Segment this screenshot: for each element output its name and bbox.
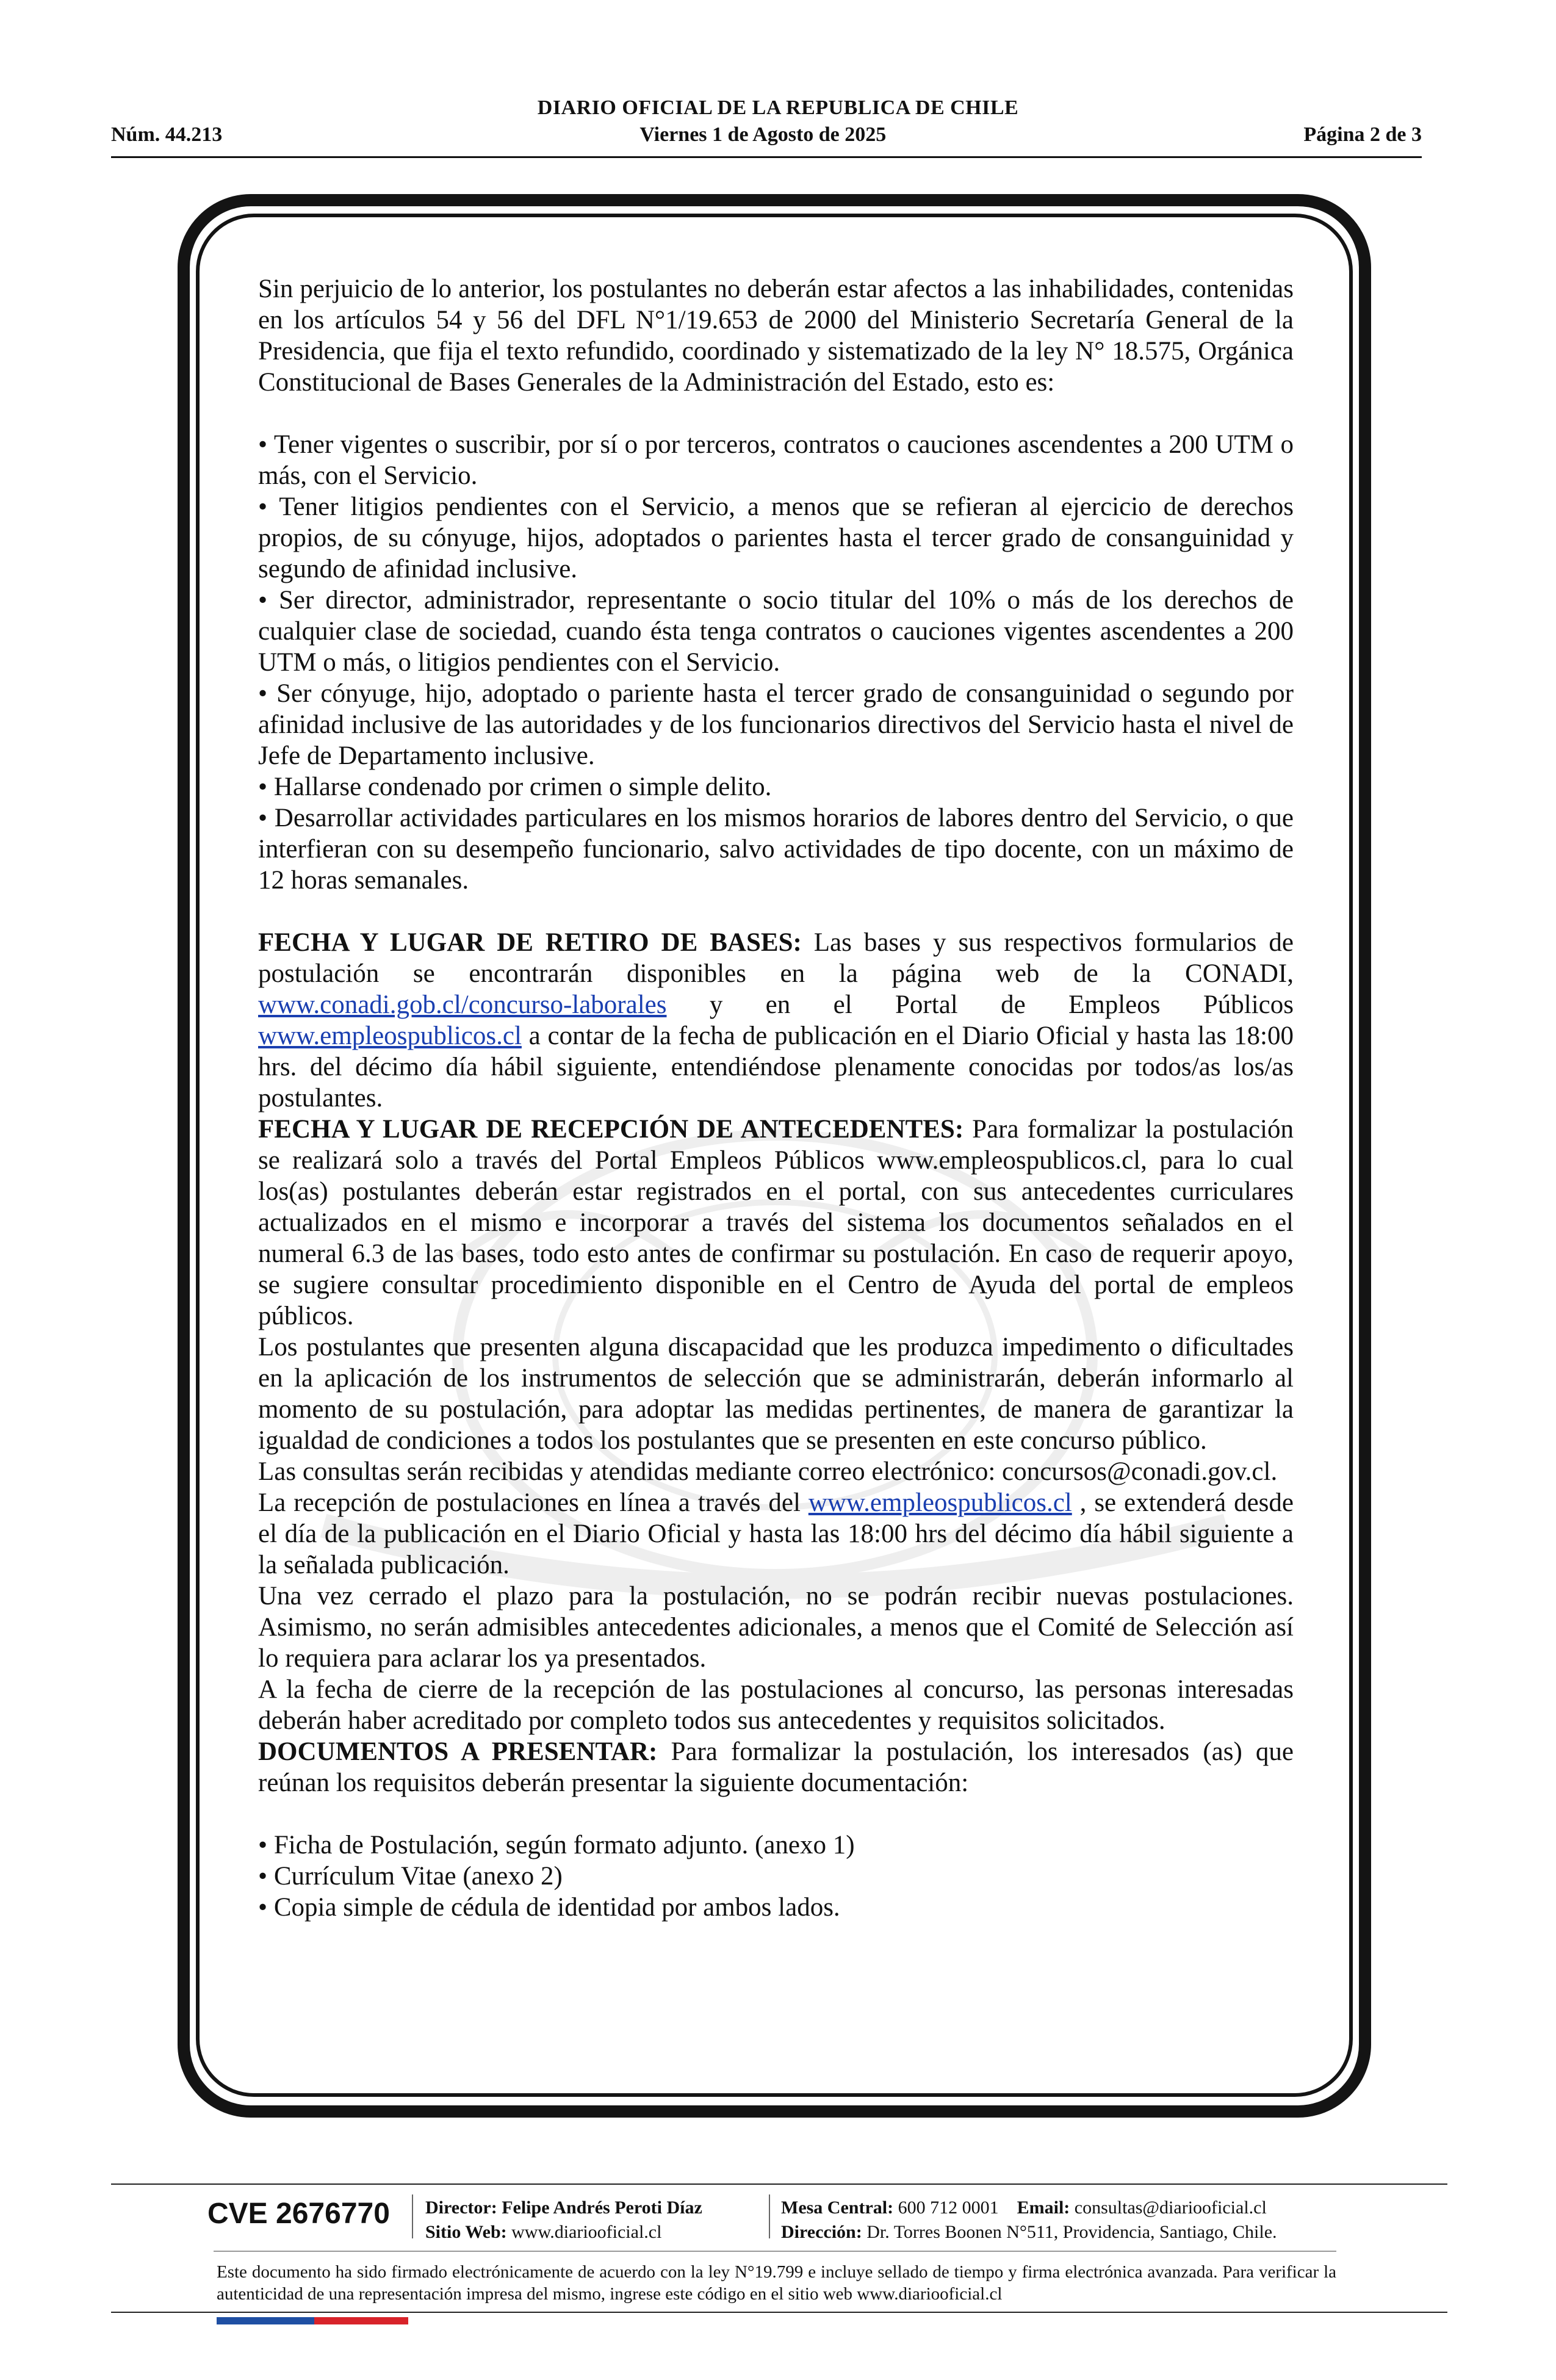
inhabilidad-item: • Ser cónyuge, hijo, adoptado o pariente hasta el tercer grado de consanguinidad o segundo por afinidad inclusive de las autoridades y de los funcionarios directivos del Servicio hasta el nivel de Jefe de Departamento inclusive. (258, 678, 1294, 771)
retiro-text-1: Las bases y sus respectivos formularios de postulación se encontrarán disponibles en la página web de la CONADI, (258, 928, 1294, 988)
flag-stripe (217, 2317, 408, 2324)
documento-item: • Currículum Vitae (anexo 2) (258, 1861, 1294, 1892)
inhabilidad-item: • Tener vigentes o suscribir, por sí o por terceros, contratos o cauciones ascendentes a 200 UTM o más, con el Servicio. (258, 429, 1294, 491)
conadi-link[interactable]: www.conadi.gob.cl/concurso-laborales (258, 990, 667, 1019)
recepcion-paragraph (258, 1114, 1294, 1332)
flag-stripe-red (314, 2317, 408, 2324)
publication-title: DIARIO OFICIAL DE LA REPUBLICA DE CHILE (537, 96, 1019, 119)
linea-text-2: , se extenderá desde el día de la publicación en el Diario Oficial y hasta las 18:00 hrs del décimo día hábil siguiente a la señalada publicación. (258, 1488, 1294, 1579)
cerrado-paragraph: Una vez cerrado el plazo para la postulación, no se podrán recibir nuevas postulaciones. Asimismo, no serán admisibles antecedentes adicionales, a menos que el Comité de Selección así lo requiera para aclarar los ya presentados. (258, 1582, 1294, 1673)
retiro-text-2: y en el Portal de Empleos Públicos (666, 990, 1294, 1019)
intro-paragraph: Sin perjuicio de lo anterior, los postulantes no deberán estar afectos a las inhabilidades, contenidas en los artículos 54 y 56 del DFL N°1/19.653 de 2000 del Ministerio Secretaría General de la Presidencia, que fija el texto refundido, coordinado y sistematizado de la ley N° 18.575, Orgánica Constitucional de Bases Generales de la Administración del Estado, esto es: (258, 275, 1294, 397)
email-address[interactable]: consultas@diariooficial.cl (1074, 2198, 1267, 2218)
director-name: Felipe Andrés Peroti Díaz (502, 2198, 702, 2218)
documentos-text: Para formalizar la postulación, los interesados (as) que reúnan los requisitos deberán presentar la siguiente documentación: (258, 1737, 1294, 1797)
issue-number: Núm. 44.213 (111, 123, 223, 146)
footer-divider-top (111, 2183, 1447, 2185)
direccion-text: Dr. Torres Boonen N°511, Providencia, Santiago, Chile. (866, 2222, 1277, 2242)
inhabilidad-item: • Hallarse condenado por crimen o simple delito. (258, 771, 1294, 802)
inhabilidad-item: • Tener litigios pendientes con el Servicio, a menos que se refieran al ejercicio de derechos propios, de su cónyuge, hijos, adoptados o parientes hasta el tercer grado de consanguinidad y segundo de afinidad inclusive. (258, 491, 1294, 585)
retiro-bases-paragraph (258, 927, 1294, 1114)
footer-contact-right (781, 2196, 1277, 2245)
mesa-phone: 600 712 0001 (898, 2198, 999, 2218)
flag-stripe-blue (217, 2317, 314, 2324)
footer-divider-mid (214, 2251, 1336, 2252)
document-body (258, 273, 1294, 1923)
linea-paragraph (258, 1487, 1294, 1581)
empleospublicos-link[interactable]: www.empleospublicos.cl (808, 1488, 1072, 1517)
documento-item: • Copia simple de cédula de identidad por ambos lados. (258, 1892, 1294, 1923)
consultas-paragraph: Las consultas serán recibidas y atendidas mediante correo electrónico: concursos@conadi.gov.cl. (258, 1457, 1278, 1486)
documento-item: • Ficha de Postulación, según formato adjunto. (anexo 1) (258, 1830, 1294, 1861)
empleospublicos-link[interactable]: www.empleospublicos.cl (258, 1022, 522, 1050)
header-row (111, 123, 1422, 146)
email-label: Email: (1017, 2198, 1070, 2218)
inhabilidad-item: • Desarrollar actividades particulares en los mismos horarios de labores dentro del Servicio, o que interfieran con su desempeño funcionario, salvo actividades de tipo docente, con un máximo de 12 horas semanales. (258, 802, 1294, 896)
footer-separator (769, 2194, 770, 2238)
cierre-paragraph: A la fecha de cierre de la recepción de las postulaciones al concurso, las personas interesadas deberán haber acreditado por completo todos sus antecedentes y requisitos solicitados. (258, 1675, 1294, 1735)
direccion-label: Dirección: (781, 2222, 862, 2242)
documentos-heading: DOCUMENTOS A PRESENTAR: (258, 1737, 658, 1766)
page-number: Página 2 de 3 (1303, 123, 1422, 146)
issue-date: Viernes 1 de Agosto de 2025 (639, 123, 887, 146)
documentos-paragraph (258, 1736, 1294, 1798)
cve-code: CVE 2676770 (207, 2198, 390, 2230)
retiro-heading: FECHA Y LUGAR DE RETIRO DE BASES: (258, 928, 802, 957)
header-divider (111, 156, 1422, 158)
web-link[interactable]: www.diariooficial.cl (511, 2222, 662, 2242)
retiro-text-3: a contar de la fecha de publicación en el Diario Oficial y hasta las 18:00 hrs. del décimo día hábil siguiente, entendiéndose plenamente conocidas por todos/as los/as postulantes. (258, 1022, 1294, 1112)
linea-text-1: La recepción de postulaciones en línea a través del (258, 1488, 809, 1517)
footer-separator (412, 2194, 413, 2238)
recepcion-text: Para formalizar la postulación se realizará solo a través del Portal Empleos Públicos www.empleospublicos.cl, para lo cual los(as) postulantes deberán estar registrados en el portal, con sus antecedentes curriculares actualizados en el mismo e incorporar a través del sistema los documentos señalados en el numeral 6.3 de las bases, todo esto antes de confirmar su postulación. En caso de requerir apoyo, se sugiere consultar procedimiento disponible en el Centro de Ayuda del portal de empleos públicos. (258, 1115, 1294, 1330)
web-label: Sitio Web: (425, 2222, 507, 2242)
director-label: Director: (425, 2198, 497, 2218)
discapacidad-paragraph: Los postulantes que presenten alguna discapacidad que les produzca impedimento o dificultades en la aplicación de los instrumentos de selección que se administrarán, deberán informarlo al momento de su postulación, para adoptar las medidas pertinentes, de manera de garantizar la igualdad de condiciones a todos los postulantes que se presenten en este concurso público. (258, 1333, 1294, 1455)
footer-divider-bottom (111, 2312, 1447, 2313)
mesa-label: Mesa Central: (781, 2198, 894, 2218)
recepcion-heading: FECHA Y LUGAR DE RECEPCIÓN DE ANTECEDENTES: (258, 1115, 964, 1144)
inhabilidad-item: • Ser director, administrador, representante o socio titular del 10% o más de los derechos de cualquier clase de sociedad, cuando ésta tenga contratos o cauciones vigentes ascendentes a 200 UTM o más, o litigios pendientes con el Servicio. (258, 585, 1294, 678)
legal-notice: Este documento ha sido firmado electrónicamente de acuerdo con la ley N°19.799 e incluye sellado de tiempo y firma electrónica avanzada. Para verificar la autenticidad de una representación impresa del mismo, ingrese este código en el sitio web www.diariooficial.cl (217, 2262, 1336, 2304)
footer-contact-left (425, 2196, 702, 2245)
